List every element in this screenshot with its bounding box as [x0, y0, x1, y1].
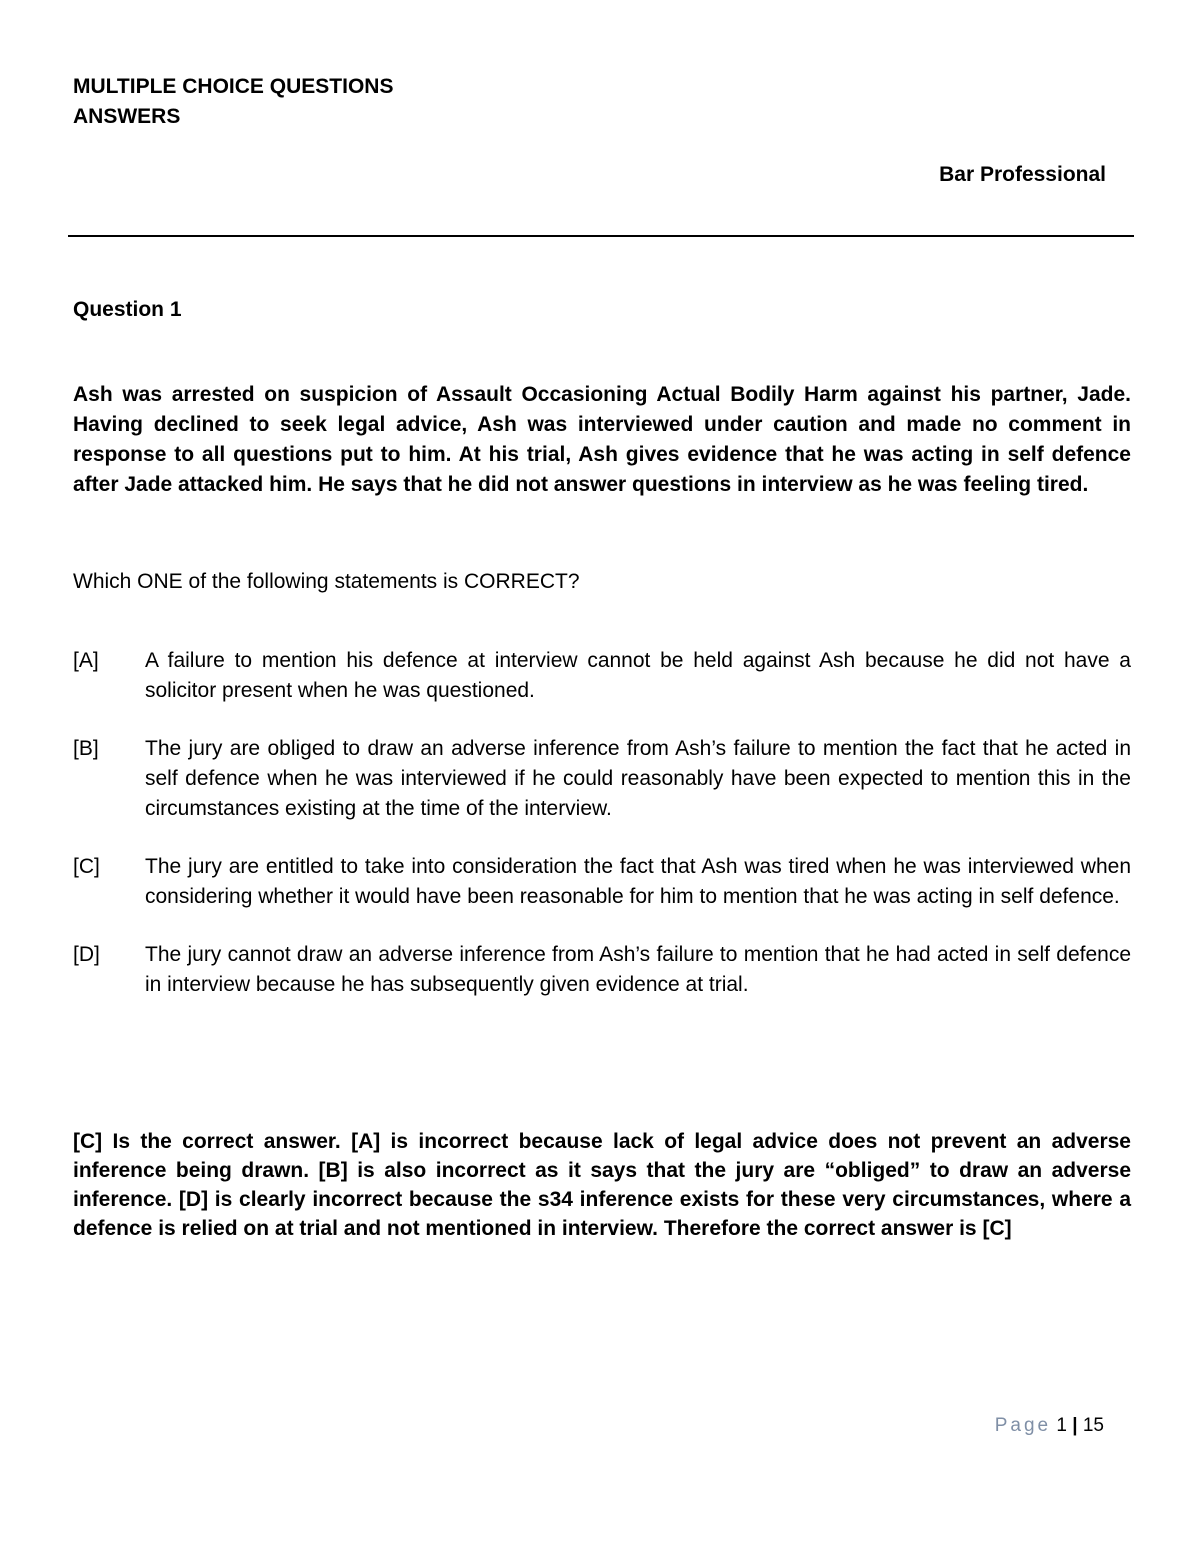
answer-explanation: [C] Is the correct answer. [A] is incorrect because lack of legal advice does not prevent an adverse inference being drawn. [B] is also incorrect as it says that the jury are “obliged” to draw an adverse inference. [D] is clearly incorrect because the s34 inference exists for these very circumstances, where a defence is relied on at trial and not mentioned in interview. Therefore the correct answer is [C]: [73, 1130, 1131, 1240]
question-prompt: Which ONE of the following statements is CORRECT?: [73, 570, 580, 593]
page-footer: [995, 1414, 1104, 1438]
option-a: [73, 646, 1131, 706]
answer-options: [73, 646, 1131, 1028]
option-c: [73, 852, 1131, 912]
option-d: [73, 940, 1131, 1000]
option-text: The jury cannot draw an adverse inference from Ash’s failure to mention that he had acted in self defence in interview because he has subsequently given evidence at trial.: [145, 943, 1131, 996]
option-text: The jury are entitled to take into consideration the fact that Ash was tired when he was interviewed when considering whether it would have been reasonable for him to mention that he was acting in self defence.: [145, 855, 1131, 908]
option-label: [A]: [73, 649, 99, 672]
page-word: Page: [994, 1415, 1052, 1436]
total-pages: 15: [1082, 1415, 1104, 1436]
header-divider: [68, 235, 1134, 237]
option-text: A failure to mention his defence at interview cannot be held against Ash because he did not have a solicitor present when he was questioned.: [145, 649, 1131, 702]
page-number: 1: [1056, 1415, 1067, 1436]
document-title: MULTIPLE CHOICE QUESTIONS: [73, 75, 394, 98]
course-name: Bar Professional: [939, 163, 1106, 186]
question-number: Question 1: [73, 298, 182, 321]
option-label: [C]: [73, 855, 100, 878]
question-stem: Ash was arrested on suspicion of Assault Occasioning Actual Bodily Harm against his partner, Jade. Having declined to seek legal advice, Ash was interviewed under caution and made no comment in response to all questions put to him. At his trial, Ash gives evidence that he was acting in self defence after Jade attacked him. He says that he did not answer questions in interview as he was feeling tired.: [73, 383, 1131, 496]
page-separator: |: [1072, 1415, 1078, 1436]
document-subtitle: ANSWERS: [73, 105, 181, 128]
option-label: [D]: [73, 943, 100, 966]
option-b: [73, 734, 1131, 824]
option-label: [B]: [73, 737, 99, 760]
option-text: The jury are obliged to draw an adverse inference from Ash’s failure to mention the fact that he acted in self defence when he was interviewed if he could reasonably have been expected to mention this in the circumstances existing at the time of the interview.: [145, 737, 1131, 820]
